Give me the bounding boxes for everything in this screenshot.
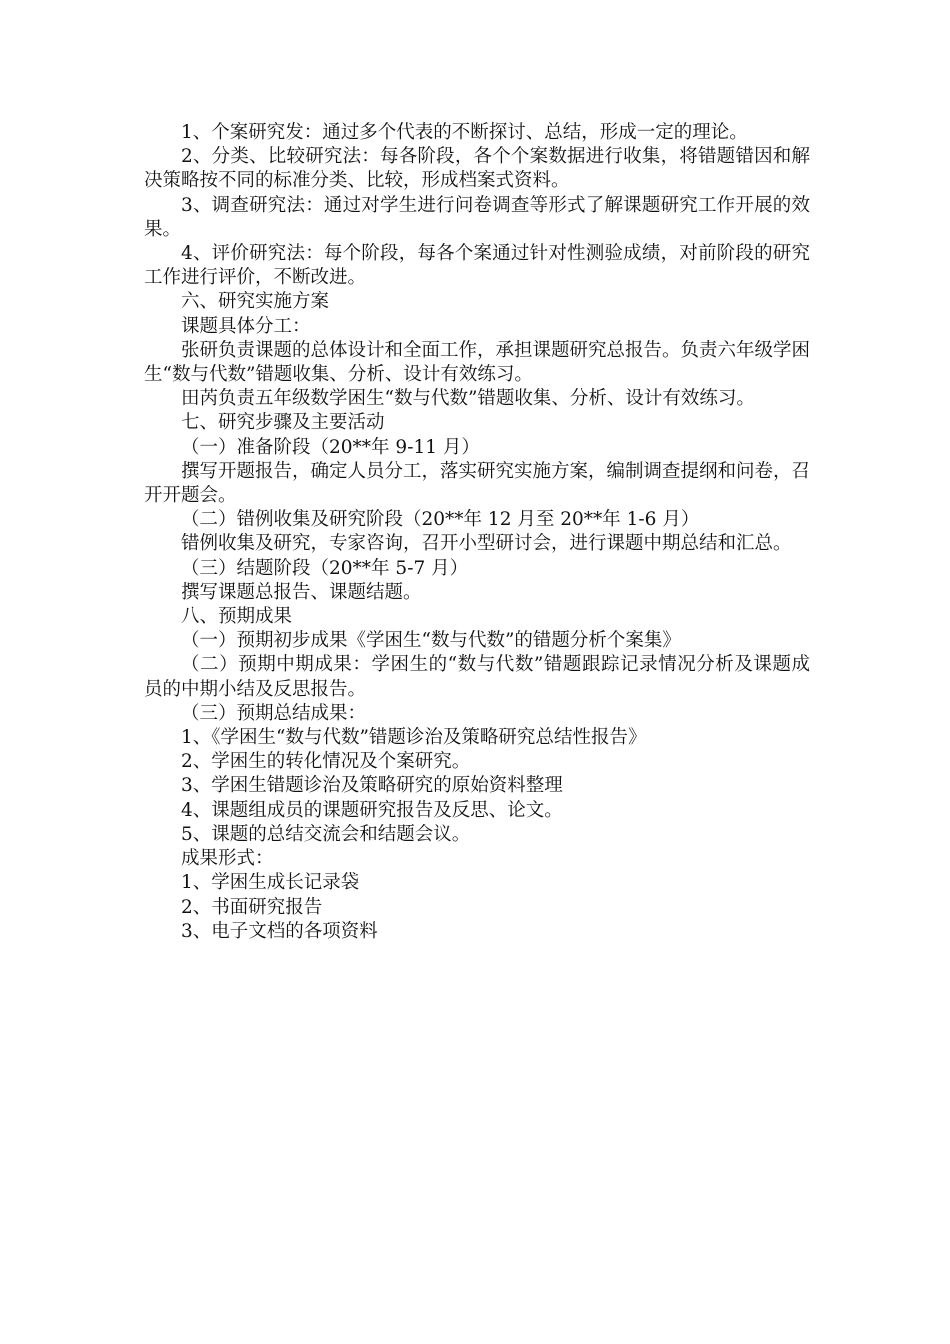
paragraph-stage-preparation: 撰写开题报告，确定人员分工，落实研究实施方案，编制调查提纲和问卷，召开开题会。 [144, 460, 811, 507]
list-item-form-3: 3、电子文档的各项资料 [181, 920, 378, 942]
subheading-stage-preparation: （一）准备阶段（20**年 9-11 月） [181, 436, 480, 458]
paragraph-method-survey: 3、调查研究法：通过对学生进行问卷调查等形式了解课题研究工作开展的效果。 [144, 194, 810, 240]
paragraph-method-evaluation: 4、评价研究法：每个阶段，每各个案通过针对性测验成绩，对前阶段的研究工作进行评价，不断改进。 [144, 243, 810, 289]
heading-section-eight: 八、预期成果 [181, 606, 293, 628]
paragraph-member-tian: 田芮负责五年级数学困生“数与代数”错题收集、分析、设计有效练习。 [181, 388, 755, 410]
list-item-final-3: 3、学困生错题诊治及策略研究的原始资料整理 [181, 775, 563, 797]
paragraph-stage-collection: 错例收集及研究，专家咨询，召开小型研讨会，进行课题中期总结和汇总。 [181, 533, 792, 555]
document-page [144, 121, 810, 944]
heading-section-seven: 七、研究步骤及主要活动 [181, 412, 385, 434]
subheading-stage-collection: （二）错例收集及研究阶段（20**年 12 月至 20**年 1-6 月） [181, 509, 700, 531]
heading-section-six: 六、研究实施方案 [181, 291, 330, 313]
paragraph-member-zhang: 张研负责课题的总体设计和全面工作，承担课题研究总报告。负责六年级学困生“数与代数”错题收集、分析、设计有效练习。 [144, 339, 811, 386]
list-item-form-2: 2、书面研究报告 [181, 896, 323, 918]
paragraph-method-classification: 2、分类、比较研究法：每各阶段，各个个案数据进行收集，将错题错因和解决策略按不同的标准分类、比较，形成档案式资料。 [144, 146, 810, 192]
list-item-form-1: 1、学困生成长记录袋 [181, 872, 360, 894]
paragraph-outcome-midterm: （二）预期中期成果：学困生的“数与代数”错题跟踪记录情况分析及课题成员的中期小结及反思报告。 [144, 654, 810, 700]
paragraph-method-case-study: 1、个案研究发：通过多个代表的不断探讨、总结，形成一定的理论。 [181, 122, 748, 143]
paragraph-stage-conclusion: 撰写课题总报告、课题结题。 [181, 581, 422, 603]
list-item-final-2: 2、学困生的转化情况及个案研究。 [181, 751, 471, 773]
list-item-final-5: 5、课题的总结交流会和结题会议。 [181, 823, 471, 845]
subheading-outcome-final: （三）预期总结成果： [181, 702, 367, 724]
list-item-final-1: 1、《学困生“数与代数”错题诊治及策略研究总结性报告》 [181, 727, 647, 749]
list-item-final-4: 4、课题组成员的课题研究报告及反思、论文。 [181, 799, 563, 821]
paragraph-outcome-initial: （一）预期初步成果《学困生“数与代数”的错题分析个案集》 [181, 630, 681, 652]
subheading-division-of-work: 课题具体分工： [181, 315, 311, 337]
subheading-stage-conclusion: （三）结题阶段（20**年 5-7 月） [181, 557, 469, 579]
subheading-outcome-forms: 成果形式： [181, 848, 274, 870]
